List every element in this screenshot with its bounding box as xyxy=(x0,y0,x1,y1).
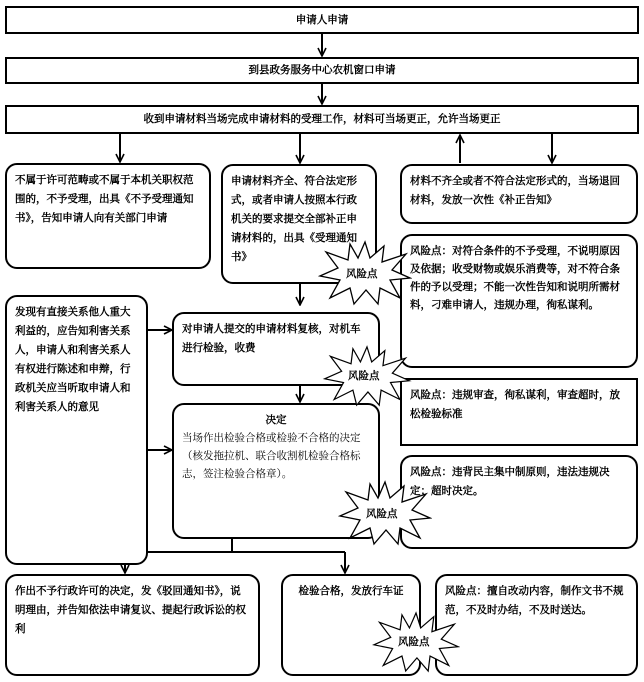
box-applicant-apply xyxy=(5,6,639,34)
risk-burst-issue-label: 风险点 xyxy=(398,636,430,648)
box-stakeholder xyxy=(5,295,148,565)
decision-title: 决定 xyxy=(265,414,287,426)
risk-burst-review-label: 风险点 xyxy=(348,370,380,382)
box-county-window-text: 到县政务服务中心农机窗口申请 xyxy=(248,64,396,76)
box-risk-review xyxy=(400,378,638,446)
box-applicant-apply-text: 申请人申请 xyxy=(295,13,349,26)
box-refuse xyxy=(5,574,260,676)
box-risk-review-text: 风险点：违规审查，徇私谋利，审查超时，放松检验标准 xyxy=(410,389,620,420)
box-county-window xyxy=(5,57,639,84)
box-risk-acceptance xyxy=(400,234,638,368)
box-complete-materials-text: 申请材料齐全、符合法定形式，或者申请人按照本行政机关的要求提交全部补正申请材料的，出具《受理通知书》 xyxy=(231,175,357,263)
box-receive-materials xyxy=(5,105,639,134)
box-not-in-scope-text: 不属于许可范畴或不属于本机关职权范围的，不予受理，出具《不予受理通知书》，告知申请人向有关部门申请 xyxy=(15,174,194,224)
box-pass-text: 检验合格，发放行车证 xyxy=(298,585,404,597)
box-risk-issue xyxy=(435,574,638,676)
box-not-in-scope xyxy=(5,163,211,269)
risk-burst-decision-label: 风险点 xyxy=(366,508,398,520)
box-risk-decision-text: 风险点：违背民主集中制原则，违法违规决定；超时决定。 xyxy=(410,466,610,497)
box-incomplete-materials-text: 材料不齐全或者不符合法定形式的，当场退回材料，发放一次性《补正告知》 xyxy=(410,175,620,206)
box-risk-acceptance-text: 风险点：对符合条件的不予受理，不说明原因及依据；收受财物或娱乐消费等，对不符合条件的予以受理；不能一次性告知和说明所需材料，刁难申请人，违规办理，徇私谋利。 xyxy=(410,245,620,311)
risk-burst-acceptance-label: 风险点 xyxy=(346,268,378,280)
box-receive-materials-text: 收到申请材料当场完成申请材料的受理工作，材料可当场更正，允许当场更正 xyxy=(143,113,501,125)
box-review-text: 对申请人提交的申请材料复核，对机车进行检验，收费 xyxy=(182,323,361,354)
box-risk-issue-text: 风险点：擅自改动内容，制作文书不规范，不及时办结，不及时送达。 xyxy=(445,585,624,616)
box-stakeholder-text: 发现有直接关系他人重大利益的，应告知利害关系人，申请人和利害关系人有权进行陈述和申辩，行政机关应当听取申请人和利害关系人的意见 xyxy=(15,306,131,413)
box-refuse-text: 作出不予行政许可的决定，发《驳回通知书》，说明理由，并告知依法申请复议、提起行政诉讼的权利 xyxy=(15,585,246,635)
decision-body: 当场作出检验合格或检验不合格的决定（核发拖拉机、联合收割机检验合格标志，签注检验合格章）。 xyxy=(182,432,361,480)
box-incomplete-materials xyxy=(400,164,638,224)
box-risk-decision xyxy=(400,455,638,549)
